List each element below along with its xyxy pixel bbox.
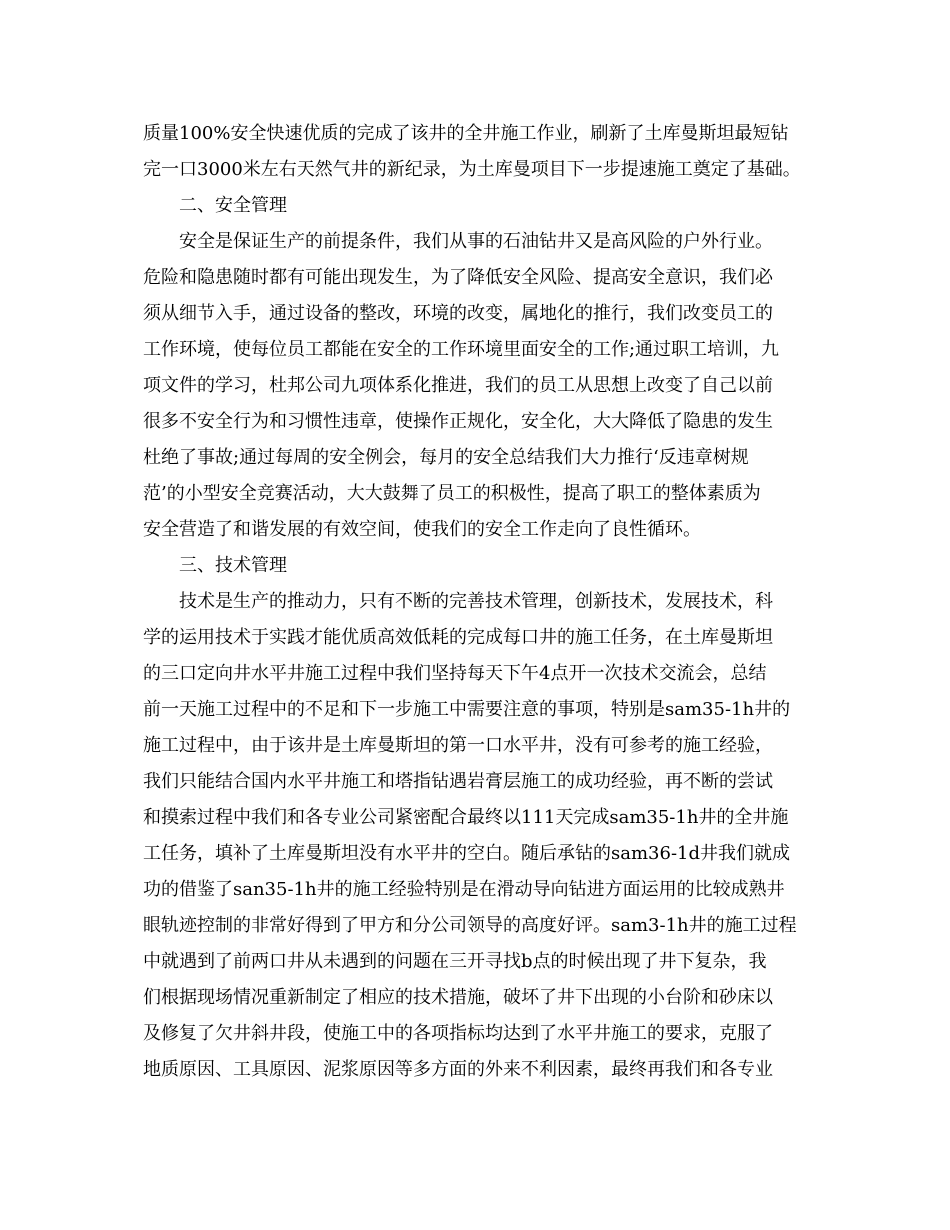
text-line: 安全是保证生产的前提条件，我们从事的石油钻井又是高风险的户外行业。 <box>179 231 773 252</box>
text-line: 很多不安全行为和习惯性违章，使操作正规化，安全化，大大降低了隐患的发生 <box>143 411 773 432</box>
text-line: 和摸索过程中我们和各专业公司紧密配合最终以111天完成sam35-1h井的全井施 <box>143 807 789 828</box>
text-line: 范’的小型安全竞赛活动，大大鼓舞了员工的积极性，提高了职工的整体素质为 <box>143 483 761 504</box>
text-line: 的三口定向井水平井施工过程中我们坚持每天下午4点开一次技术交流会，总结 <box>143 663 767 684</box>
text-line: 及修复了欠井斜井段，使施工中的各项指标均达到了水平井施工的要求，克服了 <box>143 1023 773 1044</box>
text-line: 前一天施工过程中的不足和下一步施工中需要注意的事项，特别是sam35-1h井的 <box>143 699 791 720</box>
text-line: 中就遇到了前两口井从未遇到的问题在三开寻找b点的时候出现了井下复杂，我 <box>143 951 767 972</box>
text-line: 功的借鉴了san35-1h井的施工经验特别是在滑动导向钻进方面运用的比较成熟井 <box>143 879 785 900</box>
text-line: 学的运用技术于实践才能优质高效低耗的完成每口井的施工任务，在土库曼斯坦 <box>143 627 773 648</box>
text-line: 工任务，填补了土库曼斯坦没有水平井的空白。随后承钻的sam36-1d井我们就成 <box>143 843 790 864</box>
text-line: 三、技术管理 <box>179 555 287 576</box>
text-line: 技术是生产的推动力，只有不断的完善技术管理，创新技术，发展技术，科 <box>179 591 773 612</box>
text-line: 施工过程中，由于该井是土库曼斯坦的第一口水平井，没有可参考的施工经验， <box>143 735 773 756</box>
text-line: 杜绝了事故;通过每周的安全例会，每月的安全总结我们大力推行‘反违章树规 <box>143 447 749 468</box>
text-line: 质量100%安全快速优质的完成了该井的全井施工作业，刷新了土库曼斯坦最短钻 <box>143 123 789 144</box>
text-line: 地质原因、工具原因、泥浆原因等多方面的外来不利因素，最终再我们和各专业 <box>143 1059 773 1080</box>
text-line: 须从细节入手，通过设备的整改，环境的改变，属地化的推行，我们改变员工的 <box>143 303 773 324</box>
text-line: 安全营造了和谐发展的有效空间，使我们的安全工作走向了良性循环。 <box>143 519 701 540</box>
text-line: 完一口3000米左右天然气井的新纪录，为土库曼项目下一步提速施工奠定了基础。 <box>143 159 801 180</box>
text-line: 眼轨迹控制的非常好得到了甲方和分公司领导的高度好评。sam3-1h井的施工过程 <box>143 915 797 936</box>
text-line: 二、安全管理 <box>179 195 287 216</box>
text-line: 危险和隐患随时都有可能出现发生，为了降低安全风险、提高安全意识，我们必 <box>143 267 773 288</box>
text-line: 项文件的学习，杜邦公司九项体系化推进，我们的员工从思想上改变了自己以前 <box>143 375 773 396</box>
text-line: 我们只能结合国内水平井施工和塔指钻遇岩膏层施工的成功经验，再不断的尝试 <box>143 771 773 792</box>
text-line: 工作环境，使每位员工都能在安全的工作环境里面安全的工作;通过职工培训，九 <box>143 339 780 360</box>
text-line: 们根据现场情况重新制定了相应的技术措施，破坏了井下出现的小台阶和砂床以 <box>143 987 773 1008</box>
document-body <box>143 116 823 1088</box>
